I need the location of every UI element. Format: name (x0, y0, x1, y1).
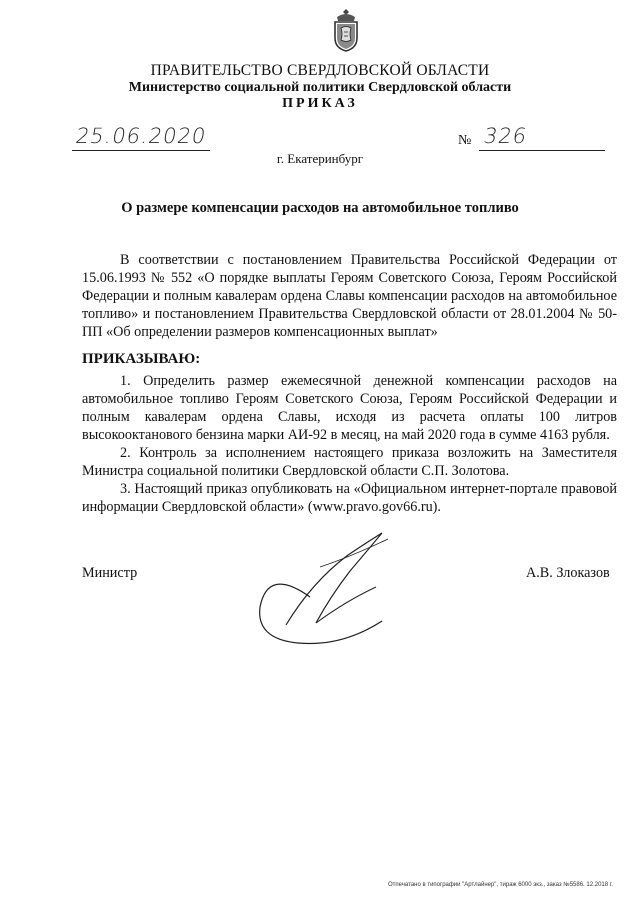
signatory-position: Министр (82, 565, 138, 581)
document-title: О размере компенсации расходов на автомобильное топливо (121, 200, 519, 216)
print-footer: Отпечатано в типографии "Артлайнер", тираж 6000 экз., заказ №5586. 12.2018 г. (388, 882, 613, 888)
coat-of-arms-icon (331, 8, 361, 52)
signatory-name: А.В. Злоказов (526, 565, 610, 581)
handwritten-signature (250, 527, 410, 652)
order-item: 1. Определить размер ежемесячной денежной компенсации расходов на автомобильное топливо Героям Советского Союза, Героям Российской Федерации и полным кавалерам ордена Славы, исходя из расчета оплаты 100 литров высокооктанового бензина марки АИ-92 в месяц, на май 2020 года в сумме 4163 рубля. (82, 373, 617, 443)
order-item: 2. Контроль за исполнением настоящего приказа возложить на Заместителя Министра социальной политики Свердловской области С.П. Золотова. (82, 445, 617, 479)
order-item: 3. Настоящий приказ опубликовать на «Официальном интернет-портале правовой информации Свердловской области» (www.pravo.gov66.ru). (82, 481, 617, 515)
document-type: ПРИКАЗ (282, 96, 358, 111)
number-sign: № (458, 133, 472, 148)
government-name: ПРАВИТЕЛЬСТВО СВЕРДЛОВСКОЙ ОБЛАСТИ (150, 62, 490, 79)
ministry-name: Министерство социальной политики Свердловской области (128, 80, 512, 95)
preamble-paragraph: В соответствии с постановлением Правительства Российской Федерации от 15.06.1993 № 552 «О порядке выплаты Героям Советского Союза, Героям Российской Федерации и полным кавалерам ордена Славы компенсации расходов на автомобильное топливо» и постановлением Правительства Свердловской области от 28.01.2004 № 50-ПП «Об определении размеров компенсационных выплат» (82, 252, 617, 340)
document-number: 326 (481, 124, 530, 148)
order-command: ПРИКАЗЫВАЮ: (82, 351, 201, 367)
city: г. Екатеринбург (276, 151, 364, 166)
document-date: 25.06.2020 (73, 124, 209, 148)
order-items (82, 372, 617, 516)
